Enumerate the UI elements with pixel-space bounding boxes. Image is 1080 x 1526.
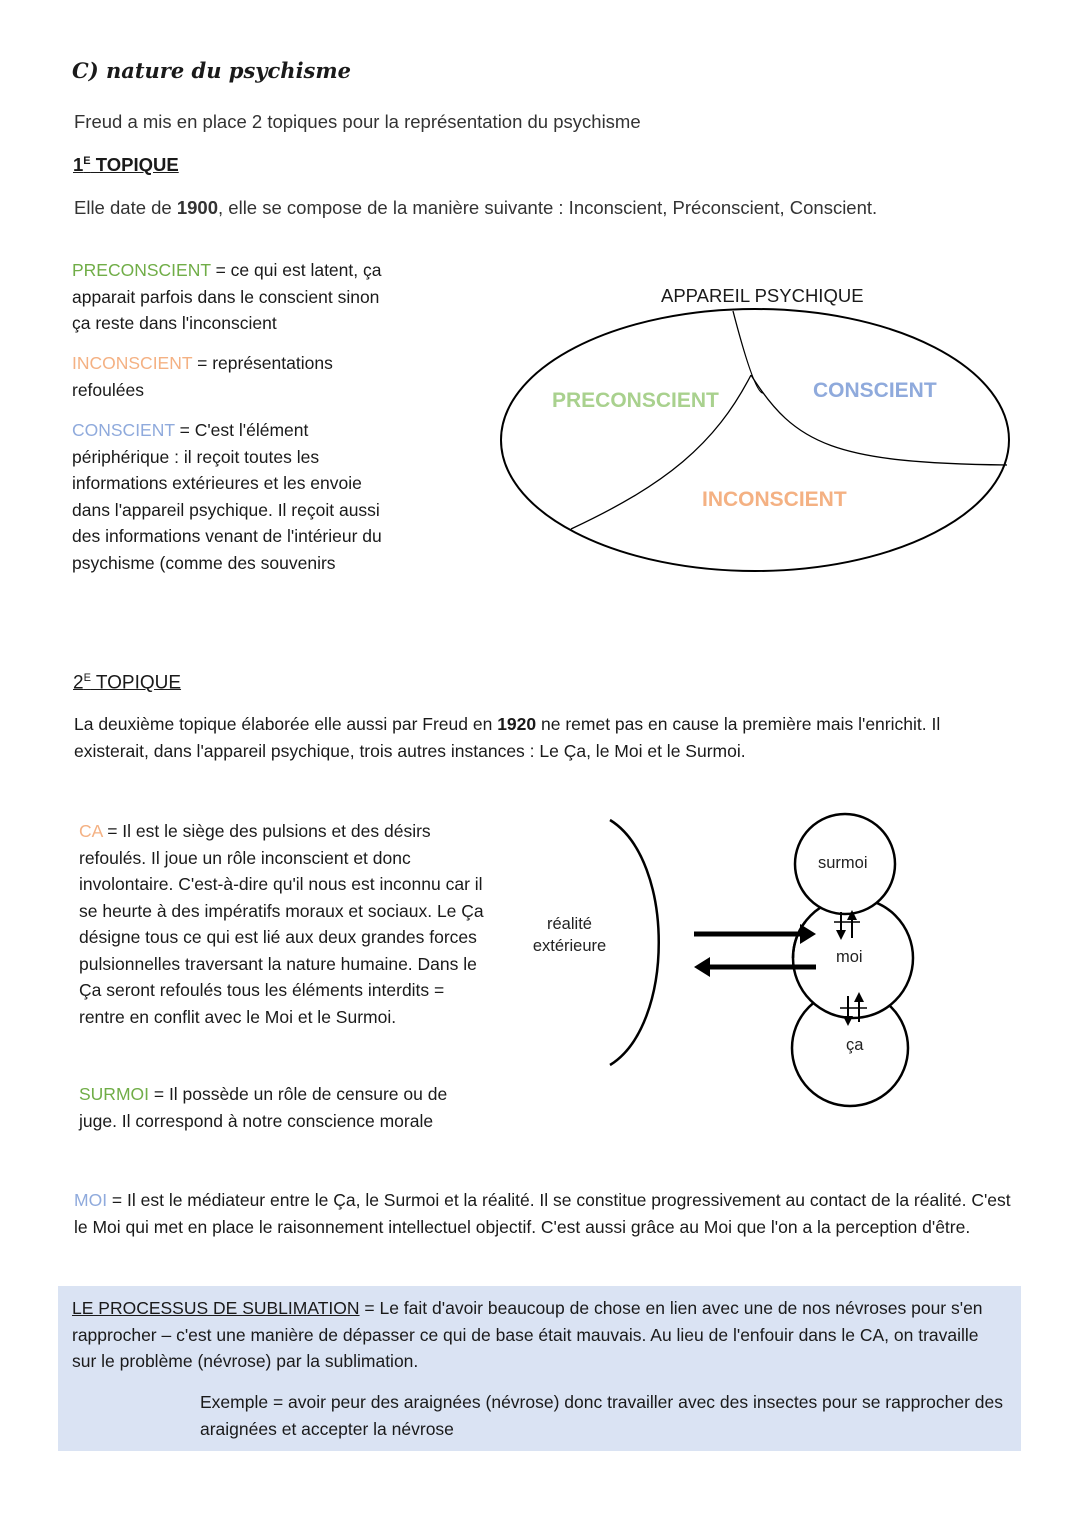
reality-boundary-curve (610, 820, 659, 1065)
diagram-conscient-label: CONSCIENT (813, 379, 937, 402)
moi-term: MOI (74, 1190, 108, 1210)
diagram-inconscient-label: INCONSCIENT (702, 488, 847, 511)
inconscient-definition: INCONSCIENT = représentations refoulées (72, 353, 333, 400)
sublimation-example: Exemple = avoir peur des araignées (névrose) donc travailler avec des insectes pour se rapprocher des araignées et accepter la névrose (200, 1392, 1003, 1439)
preconscient-term: PRECONSCIENT (72, 260, 211, 280)
diagram-title: APPAREIL PSYCHIQUE (661, 285, 864, 306)
diagram-surmoi-label: surmoi (818, 854, 868, 872)
surmoi-definition: SURMOI = Il possède un rôle de censure ou de juge. Il correspond à notre conscience morale (79, 1084, 448, 1131)
topique1-date-line: Elle date de 1900, elle se compose de la manière suivante : Inconscient, Préconscient, Conscient. (74, 197, 878, 218)
appareil-psychique-diagram (495, 305, 1020, 580)
intro-text: Freud a mis en place 2 topiques pour la représentation du psychisme (74, 111, 641, 132)
diagram-ca-label: ça (846, 1036, 864, 1054)
ca-term: CA (79, 821, 103, 841)
conscient-term: CONSCIENT (72, 420, 175, 440)
topique1-heading: $1^E$ TOPIQUE (73, 154, 179, 175)
topique2-diagram (600, 810, 930, 1110)
diagram-moi-label: moi (836, 948, 863, 966)
psyche-ellipse (501, 309, 1009, 571)
realite-exterieure-label: réalité extérieure (532, 915, 607, 955)
moi-definition: MOI = Il est le médiateur entre le Ça, le Surmoi et la réalité. Il se constitue progressivement au contact de la réalité. C'est le Moi qui met en place le raisonnement intellectuel objectif. C'est aussi grâce au Moi que l'on a la perception d'être. (74, 1190, 1011, 1237)
ca-definition: CA = Il est le siège des pulsions et des désirs refoulés. Il joue un rôle inconscient et donc involontaire. C'est-à-dire qu'il nous est inconnu car il se heurte à des impératifs moraux et sociaux. Le Ça désigne tous ce qui est lié aux deux grandes forces pulsionnelles traversant la nature humaine. Dans le Ça seront refoulés tous les éléments interdits = rentre en conflit avec le Moi et le Surmoi. (79, 821, 484, 1027)
inconscient-term: INCONSCIENT (72, 353, 193, 373)
sublimation-definition: LE PROCESSUS DE SUBLIMATION = Le fait d'avoir beaucoup de chose en lien avec une de nos névroses pour s'en rapprocher – c'est une manière de dépasser ce qui de base était mauvais. Au lieu de l'enfouir dans le CA, on travaille sur le problème (névrose) par la sublimation. (72, 1298, 983, 1371)
diagram-preconscient-label: PRECONSCIENT (552, 389, 719, 412)
conscient-definition: CONSCIENT = C'est l'élément périphérique : il reçoit toutes les informations extérieures et les envoie dans l'appareil psychique. Il reçoit aussi des informations venant de l'intérieur du psychisme (comme des souvenirs (72, 420, 382, 573)
topique2-paragraph: La deuxième topique élaborée elle aussi par Freud en 1920 ne remet pas en cause la première mais l'enrichit. Il existerait, dans l'appareil psychique, trois autres instances : Le Ça, le Moi et le Surmoi. (74, 714, 941, 761)
preconscient-definition: PRECONSCIENT = ce qui est latent, ça apparait parfois dans le conscient sinon ça reste dans l'inconscient (72, 260, 382, 333)
topique2-heading: $2^E$ TOPIQUE (73, 672, 182, 694)
section-title: C) nature du psychisme (72, 58, 351, 83)
sublimation-term: LE PROCESSUS DE SUBLIMATION (72, 1298, 360, 1318)
surmoi-term: SURMOI (79, 1084, 149, 1104)
